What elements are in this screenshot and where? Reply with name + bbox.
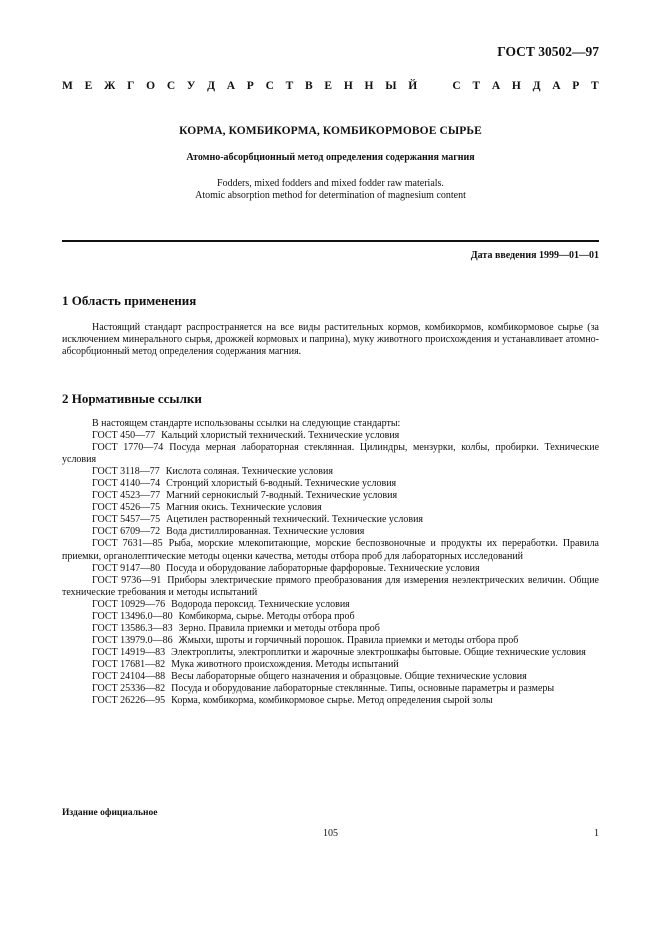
banner-letter: С (166, 80, 176, 92)
reference-code: ГОСТ 3118—77 (92, 466, 160, 478)
banner-letter: С (265, 80, 274, 92)
banner-letter: Й (408, 80, 418, 92)
banner-letter: Ж (104, 80, 116, 92)
reference-title: Мука животного происхождения. Методы испытаний (171, 658, 399, 670)
reference-item (62, 490, 599, 502)
reference-code: ГОСТ 24104—88 (92, 670, 166, 682)
banner-letter: А (552, 80, 561, 92)
banner-letter: А (226, 80, 236, 92)
reference-item (62, 478, 599, 490)
reference-code: ГОСТ 1770—74 (92, 442, 164, 454)
reference-title: Жмыхи, шроты и горчичный порошок. Правила приемки и методы отбора проб (178, 634, 519, 646)
banner-letter: Р (572, 80, 580, 92)
reference-title: Комбикорма, сырье. Методы отбора проб (178, 610, 355, 622)
banner-letter: Т (285, 80, 294, 92)
reference-code: ГОСТ 25336—82 (92, 683, 166, 695)
reference-item (62, 671, 599, 683)
reference-title: Магний сернокислый 7-водный. Технические условия (166, 490, 398, 502)
introduction-date: Дата введения 1999—01—01 (470, 250, 599, 261)
references-list (62, 418, 599, 707)
reference-title: Магния окись. Технические условия (166, 502, 322, 514)
reference-title: Рыба, морские млекопитающие, морские беспозвоночные и продукты их переработки. Правила приемки, органолептические методы оценки качества, методы отбора проб для лабораторных исследований (62, 538, 599, 562)
banner-letter: Н (364, 80, 374, 92)
reference-item (62, 430, 599, 442)
banner-letter: Е (324, 80, 333, 92)
edition-note: Издание официальное (62, 808, 158, 818)
banner-letter: А (491, 80, 501, 92)
document-subtitle: Атомно-абсорбционный метод определения содержания магния (186, 152, 475, 163)
banner-letter: Р (246, 80, 254, 92)
reference-title: Вода дистиллированная. Технические условия (166, 526, 365, 538)
reference-code: ГОСТ 13496.0—80 (92, 610, 173, 622)
references-intro: В настоящем стандарте использованы ссылки на следующие стандарты: (92, 418, 401, 429)
banner-letter: Н (511, 80, 521, 92)
reference-title: Корма, комбикорма, комбикормовое сырье. Метод определения сырой золы (171, 695, 493, 707)
reference-item (62, 599, 599, 611)
banner-letter: Д (532, 80, 541, 92)
reference-item (62, 575, 599, 599)
reference-title: Зерно. Правила приемки и методы отбора проб (178, 622, 380, 634)
reference-code: ГОСТ 17681—82 (92, 658, 166, 670)
reference-title: Приборы электрические прямого преобразования для измерения неэлектрических величин. Общие технические требования и методы испытаний (62, 574, 599, 598)
page-number: 105 (323, 828, 338, 839)
english-title-line-2: Atomic absorption method for determination of magnesium content (195, 190, 466, 201)
reference-title: Электроплиты, электроплитки и жарочные электрошкафы бытовые. Общие технические условия (171, 646, 586, 658)
section-1-text: Настоящий стандарт распространяется на все виды растительных кормов, комбикормов, комбикормовое сырье (за исключением минерального сырья, дрожжей кормовых и паприна), муку животного происхождения и устанавливает атомно-абсорбционный метод определения содержания магния. (62, 322, 599, 358)
reference-code: ГОСТ 7631—85 (92, 538, 163, 550)
banner-letter: М (62, 80, 73, 92)
sheet-number: 1 (594, 828, 599, 839)
reference-item (62, 659, 599, 671)
reference-code: ГОСТ 450—77 (92, 430, 156, 442)
reference-item (62, 502, 599, 514)
reference-item (62, 623, 599, 635)
document-code: ГОСТ 30502—97 (497, 44, 599, 59)
reference-item (62, 647, 599, 659)
reference-item (62, 442, 599, 466)
reference-item (62, 526, 599, 538)
reference-item (62, 514, 599, 526)
reference-title: Кальций хлористый технический. Технические условия (161, 430, 400, 442)
reference-code: ГОСТ 10929—76 (92, 598, 166, 610)
reference-item (62, 538, 599, 562)
banner-letter: В (305, 80, 313, 92)
reference-items (62, 430, 599, 707)
header-banner (62, 80, 599, 92)
reference-item (62, 563, 599, 575)
reference-code: ГОСТ 4140—74 (92, 478, 161, 490)
reference-item (62, 695, 599, 707)
english-title (0, 178, 661, 202)
banner-letter: Г (127, 80, 135, 92)
reference-title: Посуда и оборудование лабораторные фарфоровые. Технические условия (166, 562, 480, 574)
section-1-heading: 1 Область применения (62, 293, 197, 308)
reference-item (62, 683, 599, 695)
banner-letter: Т (472, 80, 481, 92)
reference-title: Посуда и оборудование лабораторные стеклянные. Типы, основные параметры и размеры (171, 683, 555, 695)
banner-letter: Ы (385, 80, 397, 92)
english-title-line-1: Fodders, mixed fodders and mixed fodder raw materials. (217, 178, 444, 189)
reference-code: ГОСТ 4523—77 (92, 490, 161, 502)
document-title: КОРМА, КОМБИКОРМА, КОМБИКОРМОВОЕ СЫРЬЕ (179, 125, 482, 137)
reference-title: Стронций хлористый 6-водный. Технические условия (166, 478, 397, 490)
banner-letter: Т (591, 80, 599, 92)
reference-title: Водорода пероксид. Технические условия (171, 598, 350, 610)
reference-code: ГОСТ 13979.0—86 (92, 634, 173, 646)
banner-letter: Н (343, 80, 353, 92)
reference-title: Весы лабораторные общего назначения и образцовые. Общие технические условия (171, 670, 527, 682)
reference-title: Посуда мерная лабораторная стеклянная. Цилиндры, мензурки, колбы, пробирки. Технические условия (62, 442, 600, 466)
reference-title: Ацетилен растворенный технический. Технические условия (166, 514, 424, 526)
reference-item (62, 635, 599, 647)
reference-item (62, 466, 599, 478)
reference-code: ГОСТ 9147—80 (92, 562, 161, 574)
reference-code: ГОСТ 26226—95 (92, 695, 166, 707)
banner-letter: У (186, 80, 196, 92)
reference-code: ГОСТ 14919—83 (92, 646, 166, 658)
reference-code: ГОСТ 6709—72 (92, 526, 161, 538)
banner-letter: Д (207, 80, 216, 92)
top-rule (62, 240, 599, 242)
banner-letter: Е (84, 80, 93, 92)
banner-letter: С (452, 80, 461, 92)
reference-code: ГОСТ 4526—75 (92, 502, 161, 514)
banner-letter: О (146, 80, 156, 92)
reference-code: ГОСТ 5457—75 (92, 514, 161, 526)
reference-title: Кислота соляная. Технические условия (165, 466, 333, 478)
reference-item (62, 611, 599, 623)
section-2-heading: 2 Нормативные ссылки (62, 391, 202, 406)
reference-code: ГОСТ 9736—91 (92, 574, 162, 586)
reference-code: ГОСТ 13586.3—83 (92, 622, 173, 634)
